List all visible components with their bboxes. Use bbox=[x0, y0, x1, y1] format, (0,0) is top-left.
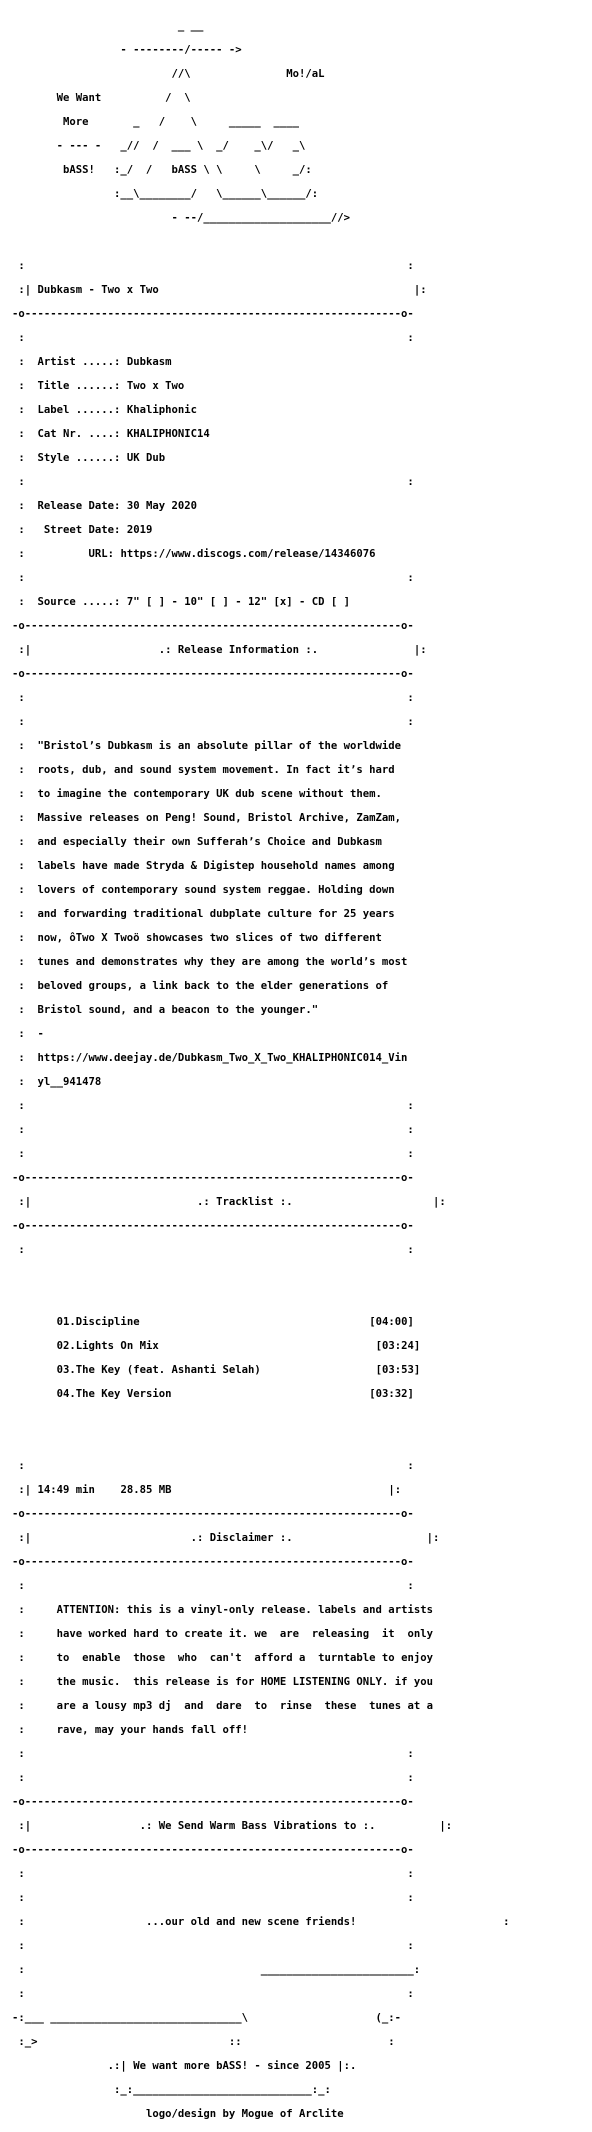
totals-row: :| 14:49 min 28.85 MB |: bbox=[12, 1484, 402, 1496]
logo-art-line: - --/____________________//> bbox=[12, 212, 351, 224]
label-row: : Label ......: Khaliphonic bbox=[12, 404, 197, 416]
logo-art-line: //\ Mo!/aL bbox=[12, 68, 325, 80]
title-label: Title ......: bbox=[37, 380, 127, 392]
logo-art-line: :__\________/ \______\______/: bbox=[12, 188, 319, 200]
style-row: : Style ......: UK Dub bbox=[12, 452, 166, 464]
track-row bbox=[12, 1388, 592, 1400]
section-header-tracklist: :| .: Tracklist :. |: bbox=[12, 1196, 446, 1208]
disclaimer-text: the music. this release is for HOME LISTENING ONLY. if you bbox=[56, 1676, 433, 1688]
title-row: : Title ......: Two x Two bbox=[12, 380, 185, 392]
info-text: now, ôTwo X Twoö showcases two slices of two different bbox=[37, 932, 382, 944]
blank-line bbox=[12, 1436, 592, 1448]
track-row bbox=[12, 1340, 592, 1352]
frame-line: -o-----------------------------------------------------------o- bbox=[12, 668, 414, 680]
frame-line: : : bbox=[12, 716, 414, 728]
info-text: "Bristolʼs Dubkasm is an absolute pillar of the worldwide bbox=[37, 740, 402, 752]
info-text: to imagine the contemporary UK dub scene without them. bbox=[37, 788, 382, 800]
track-duration: [03:24] bbox=[375, 1340, 421, 1352]
blank-line bbox=[12, 1412, 592, 1424]
frame-line: : : bbox=[12, 1580, 414, 1592]
frame-line: : : bbox=[12, 1100, 414, 1112]
frame-line: : : bbox=[12, 1148, 414, 1160]
artist-label: Artist .....: bbox=[37, 356, 127, 368]
disclaimer-line: : rave, may your hands fall off! bbox=[12, 1724, 248, 1736]
info-text: lovers of contemporary sound system reggae. Holding down bbox=[37, 884, 395, 896]
blank-line bbox=[12, 1292, 592, 1304]
release-header-title: Dubkasm - Two x Two bbox=[37, 284, 159, 296]
disclaimer-text: to enable those who can't afford a turntable to enjoy bbox=[56, 1652, 433, 1664]
track-title: 04.The Key Version bbox=[56, 1388, 172, 1400]
greets-row: : ...our old and new scene friends! : bbox=[12, 1916, 510, 1928]
disclaimer-line: : are a lousy mp3 dj and dare to rinse these tunes at a bbox=[12, 1700, 433, 1712]
footer-art: -:___ ______________________________\ (_:- bbox=[12, 2012, 402, 2024]
footer-slogan: We want more bASS! - since 2005 bbox=[133, 2060, 331, 2072]
frame-line: : : bbox=[12, 572, 414, 584]
info-text-line: : to imagine the contemporary UK dub scene without them. bbox=[12, 788, 382, 800]
track-title: 01.Discipline bbox=[56, 1316, 140, 1328]
release-date-row: : Release Date: 30 May 2020 bbox=[12, 500, 197, 512]
blank-line bbox=[12, 236, 592, 248]
logo-art-line: - --------/----- -> bbox=[12, 44, 242, 56]
frame-line: -o-----------------------------------------------------------o- bbox=[12, 308, 414, 320]
disclaimer-line: : have worked hard to create it. we are releasing it only bbox=[12, 1628, 433, 1640]
footer-slogan-row: .:| We want more bASS! - since 2005 |:. bbox=[12, 2060, 357, 2072]
logo-art-line: We Want / \ bbox=[12, 92, 191, 104]
frame-line: : : bbox=[12, 1124, 414, 1136]
info-text-line: : https://www.deejay.de/Dubkasm_Two_X_Two_KHALIPHONIC014_Vin bbox=[12, 1052, 408, 1064]
deejay-link-continued[interactable]: yl__941478 bbox=[37, 1076, 102, 1088]
header-row: :| Dubkasm - Two x Two |: bbox=[12, 284, 427, 296]
frame-line: : : bbox=[12, 476, 414, 488]
source-row: : Source .....: 7" [ ] - 10" [ ] - 12" [x] - CD [ ] bbox=[12, 596, 351, 608]
frame-line: : : bbox=[12, 1892, 414, 1904]
frame-line: -o-----------------------------------------------------------o- bbox=[12, 1796, 414, 1808]
release-date-value: 30 May 2020 bbox=[126, 500, 197, 512]
label-value: Khaliphonic bbox=[126, 404, 197, 416]
street-date-value: 2019 bbox=[126, 524, 153, 536]
info-text-line: : - bbox=[12, 1028, 44, 1040]
greets-text: ...our old and new scene friends! bbox=[145, 1916, 357, 1928]
disclaimer-text: rave, may your hands fall off! bbox=[56, 1724, 248, 1736]
logo-art-line: More _ / \ _____ ____ bbox=[12, 116, 300, 128]
disclaimer-line: : ATTENTION: this is a vinyl-only release. labels and artists bbox=[12, 1604, 433, 1616]
logo-art-line: bASS! :_/ / bASS \ \ \ _/: bbox=[12, 164, 312, 176]
frame-line: : : bbox=[12, 1772, 414, 1784]
frame-line: -o-----------------------------------------------------------o- bbox=[12, 1220, 414, 1232]
logo-art-line: _ __ bbox=[12, 20, 204, 32]
frame-line: -o-----------------------------------------------------------o- bbox=[12, 1556, 414, 1568]
greets-heading: .: We Send Warm Bass Vibrations to :. bbox=[139, 1820, 376, 1832]
cat-nr-row: : Cat Nr. ....: KHALIPHONIC14 bbox=[12, 428, 210, 440]
section-header-greets: :| .: We Send Warm Bass Vibrations to :. |: bbox=[12, 1820, 453, 1832]
artist-value: Dubkasm bbox=[126, 356, 172, 368]
style-label: Style ......: bbox=[37, 452, 127, 464]
frame-line: -o-----------------------------------------------------------o- bbox=[12, 1844, 414, 1856]
release-info-heading: .: Release Information :. bbox=[158, 644, 319, 656]
info-text: and especially their own Sufferahʼs Choice and Dubkasm bbox=[37, 836, 382, 848]
info-text-line: : tunes and demonstrates why they are among the worldʼs most bbox=[12, 956, 408, 968]
total-time: 14:49 min bbox=[37, 1484, 95, 1496]
artist-row: : Artist .....: Dubkasm bbox=[12, 356, 172, 368]
disclaimer-text: have worked hard to create it. we are releasing it only bbox=[56, 1628, 433, 1640]
track-title: 02.Lights On Mix bbox=[56, 1340, 159, 1352]
url-row: : URL: https://www.discogs.com/release/14346076 bbox=[12, 548, 376, 560]
source-value: 7" [ ] - 10" [ ] - 12" [x] - CD [ ] bbox=[126, 596, 351, 608]
frame-line: -o-----------------------------------------------------------o- bbox=[12, 1172, 414, 1184]
info-text-line: : Massive releases on Peng! Sound, Bristol Archive, ZamZam, bbox=[12, 812, 402, 824]
info-text-line: : labels have made Stryda & Digistep household names among bbox=[12, 860, 395, 872]
cat-nr-label: Cat Nr. ....: bbox=[37, 428, 127, 440]
info-text-line: : and forwarding traditional dubplate culture for 25 years bbox=[12, 908, 395, 920]
frame-line: : : bbox=[12, 332, 414, 344]
info-text-line: : Bristol sound, and a beacon to the younger." bbox=[12, 1004, 319, 1016]
info-text: and forwarding traditional dubplate culture for 25 years bbox=[37, 908, 395, 920]
info-text-line: : yl__941478 bbox=[12, 1076, 102, 1088]
info-text: Bristol sound, and a beacon to the younger." bbox=[37, 1004, 319, 1016]
release-date-label: Release Date: bbox=[37, 500, 127, 512]
footer-art: :_> :: : bbox=[12, 2036, 395, 2048]
discogs-link[interactable]: https://www.discogs.com/release/14346076 bbox=[120, 548, 376, 560]
info-text-line: : and especially their own Sufferahʼs Choice and Dubkasm bbox=[12, 836, 382, 848]
deejay-link[interactable]: https://www.deejay.de/Dubkasm_Two_X_Two_KHALIPHONIC014_Vin bbox=[37, 1052, 408, 1064]
frame-line: : : bbox=[12, 1868, 414, 1880]
frame-line: : : bbox=[12, 1460, 414, 1472]
street-date-row: : Street Date: 2019 bbox=[12, 524, 153, 536]
tracklist-heading: .: Tracklist :. bbox=[196, 1196, 293, 1208]
info-text: beloved groups, a link back to the elder generations of bbox=[37, 980, 389, 992]
style-value: UK Dub bbox=[126, 452, 166, 464]
section-header-disclaimer: :| .: Disclaimer :. |: bbox=[12, 1532, 440, 1544]
street-date-label: Street Date: bbox=[37, 524, 127, 536]
track-row bbox=[12, 1364, 592, 1376]
track-title: 03.The Key (feat. Ashanti Selah) bbox=[56, 1364, 261, 1376]
frame-line: : : bbox=[12, 1244, 414, 1256]
frame-line: : : bbox=[12, 1988, 414, 2000]
logo-art-line: - --- - _// / ___ \ _/ _\/ _\ bbox=[12, 140, 306, 152]
track-duration: [03:53] bbox=[375, 1364, 421, 1376]
disclaimer-heading: .: Disclaimer :. bbox=[190, 1532, 293, 1544]
info-text-line: : roots, dub, and sound system movement. In fact itʼs hard bbox=[12, 764, 395, 776]
source-label: Source .....: bbox=[37, 596, 127, 608]
info-text: tunes and demonstrates why they are among the worldʼs most bbox=[37, 956, 408, 968]
info-text-line: : beloved groups, a link back to the elder generations of bbox=[12, 980, 389, 992]
frame-line: -o-----------------------------------------------------------o- bbox=[12, 620, 414, 632]
label-label: Label ......: bbox=[37, 404, 127, 416]
info-text: labels have made Stryda & Digistep household names among bbox=[37, 860, 395, 872]
footer-credit: logo/design by Mogue of Arclite bbox=[145, 2108, 344, 2120]
disclaimer-text: are a lousy mp3 dj and dare to rinse these tunes at a bbox=[56, 1700, 433, 1712]
disclaimer-line: : to enable those who can't afford a turntable to enjoy bbox=[12, 1652, 433, 1664]
disclaimer-line: : the music. this release is for HOME LISTENING ONLY. if you bbox=[12, 1676, 433, 1688]
info-text: - bbox=[37, 1028, 44, 1040]
track-row bbox=[12, 1316, 592, 1328]
url-label: URL: bbox=[37, 548, 121, 560]
total-size: 28.85 MB bbox=[120, 1484, 172, 1496]
frame-line: -o-----------------------------------------------------------o- bbox=[12, 1508, 414, 1520]
footer-art: :_:____________________________:_: bbox=[12, 2084, 331, 2096]
disclaimer-text: ATTENTION: this is a vinyl-only release. labels and artists bbox=[56, 1604, 433, 1616]
info-text: roots, dub, and sound system movement. In fact itʼs hard bbox=[37, 764, 395, 776]
info-text: Massive releases on Peng! Sound, Bristol Archive, ZamZam, bbox=[37, 812, 402, 824]
info-text-line: : "Bristolʼs Dubkasm is an absolute pillar of the worldwide bbox=[12, 740, 402, 752]
frame-line: : : bbox=[12, 260, 414, 272]
frame-line: : : bbox=[12, 1940, 414, 1952]
track-duration: [04:00] bbox=[369, 1316, 414, 1328]
frame-line: : : bbox=[12, 1748, 414, 1760]
blank-line bbox=[12, 1268, 592, 1280]
frame-line: : : bbox=[12, 692, 414, 704]
footer-credit-row bbox=[12, 2108, 592, 2120]
info-text-line: : lovers of contemporary sound system reggae. Holding down bbox=[12, 884, 395, 896]
title-value: Two x Two bbox=[126, 380, 185, 392]
section-header-release-info: :| .: Release Information :. |: bbox=[12, 644, 427, 656]
cat-nr-value: KHALIPHONIC14 bbox=[126, 428, 210, 440]
info-text-line: : now, ôTwo X Twoö showcases two slices of two different bbox=[12, 932, 382, 944]
frame-line: : ________________________: bbox=[12, 1964, 421, 1976]
track-duration: [03:32] bbox=[369, 1388, 414, 1400]
